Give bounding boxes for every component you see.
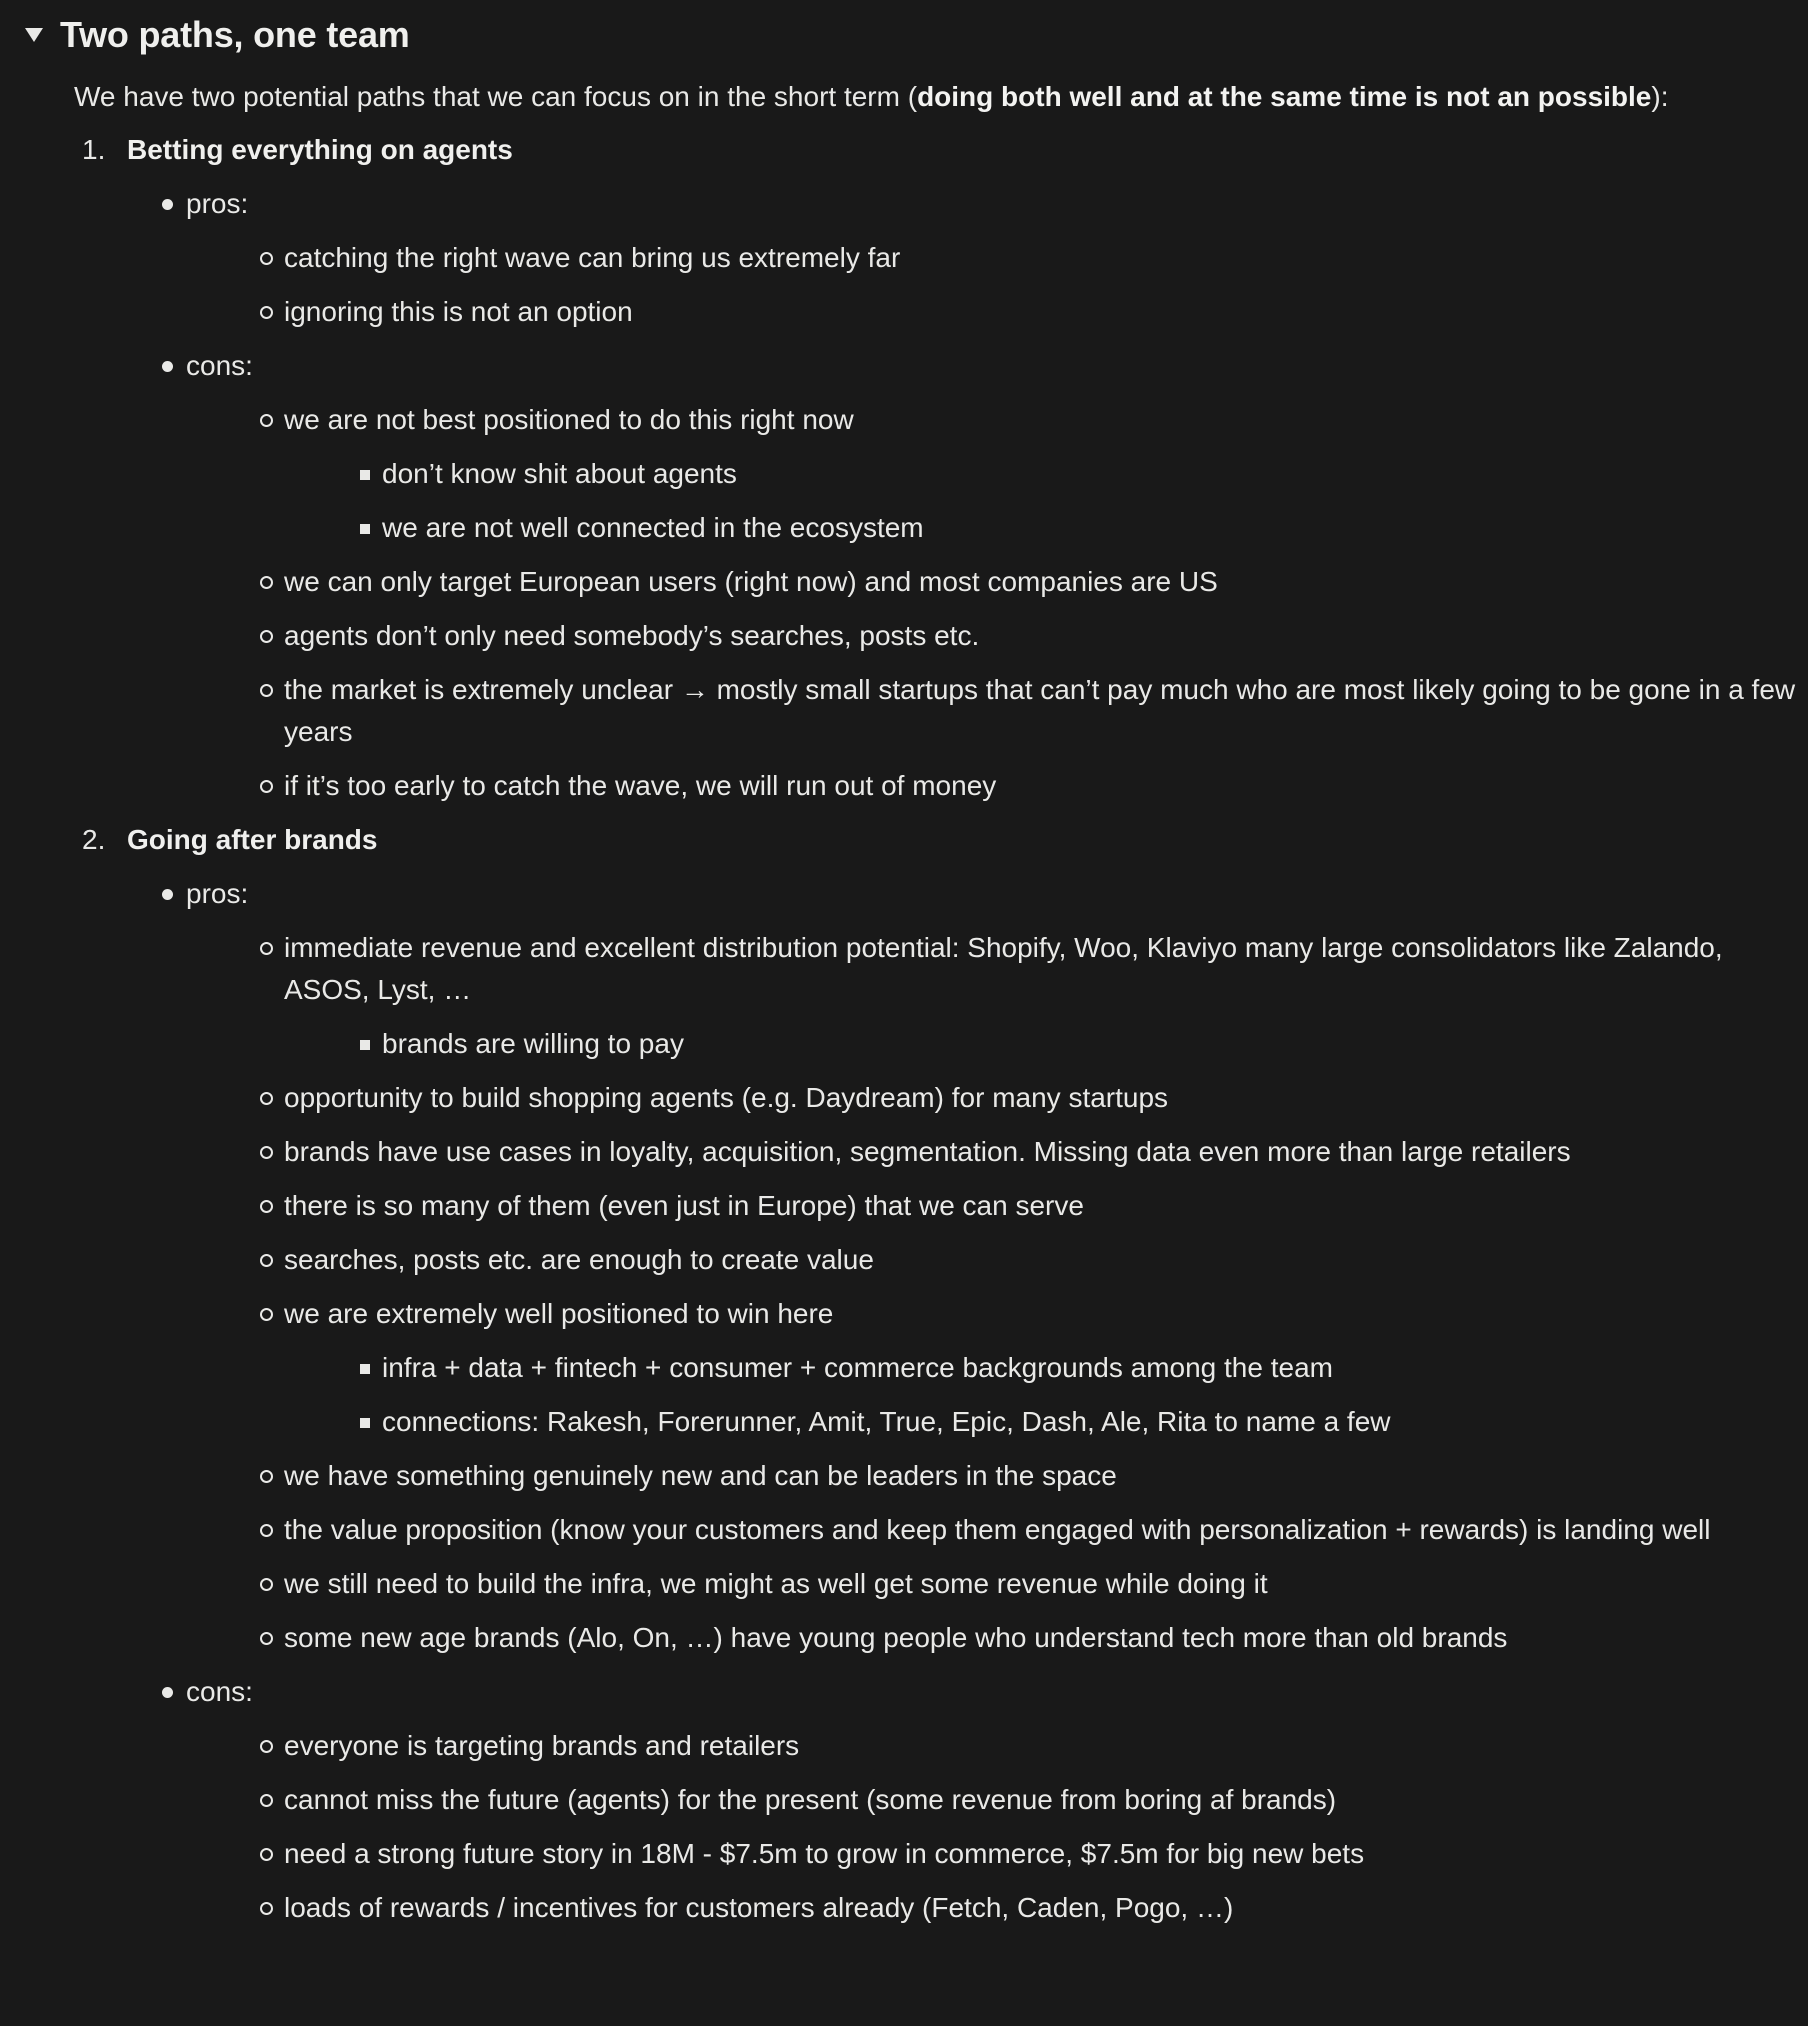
- section-item: [128, 1665, 1774, 1935]
- section-label[interactable]: pros:: [186, 188, 249, 219]
- section-item: [128, 867, 1774, 1665]
- list-item-text[interactable]: opportunity to build shopping agents (e.g. Daydream) for many startups: [284, 1082, 1169, 1113]
- list-item: [226, 609, 1774, 663]
- list-number: 2.: [82, 824, 106, 855]
- list-item-text[interactable]: we can only target European users (right now) and most companies are US: [284, 566, 1218, 597]
- list-item-text[interactable]: if it’s too early to catch the wave, we will run out of money: [284, 770, 997, 801]
- list-item: [226, 555, 1774, 609]
- list-item-text[interactable]: the value proposition (know your customers and keep them engaged with personalization + rewards) is landing well: [284, 1514, 1711, 1545]
- list-item: [226, 1611, 1774, 1665]
- bulleted-sublist: [168, 231, 1774, 339]
- list-item: [226, 1719, 1774, 1773]
- list-item: [226, 1233, 1774, 1287]
- bulleted-list: [74, 177, 1796, 813]
- list-item: [226, 1287, 1774, 1449]
- list-item-text[interactable]: we still need to build the infra, we might as well get some revenue while doing it: [284, 1568, 1268, 1599]
- list-item: [226, 393, 1774, 555]
- list-item: [226, 759, 1774, 813]
- bulleted-subsublist: [266, 447, 1774, 555]
- list-item-text[interactable]: we are not best positioned to do this right now: [284, 404, 854, 435]
- bulleted-sublist: [168, 393, 1796, 813]
- numbered-list-item: [74, 123, 1796, 813]
- list-item: [226, 663, 1796, 759]
- list-item: [226, 921, 1774, 1071]
- triangle-down-icon[interactable]: [24, 12, 50, 58]
- path-title: Betting everything on agents: [127, 134, 513, 165]
- intro-text-before: We have two potential paths that we can focus on in the short term (: [74, 81, 918, 112]
- section-item: [128, 177, 1774, 339]
- list-item: [226, 1503, 1774, 1557]
- section-item: [128, 339, 1796, 813]
- sub-list-item-text[interactable]: don’t know shit about agents: [382, 458, 737, 489]
- list-item-text[interactable]: cannot miss the future (agents) for the present (some revenue from boring af brands): [284, 1784, 1337, 1815]
- intro-bold-text: doing both well and at the same time is not an possible: [917, 81, 1652, 112]
- list-item-text[interactable]: catching the right wave can bring us extremely far: [284, 242, 901, 273]
- list-item-text[interactable]: the market is extremely unclear → mostly small startups that can’t pay much who are most likely going to be gone in a few years: [284, 674, 1796, 747]
- numbered-list-item: [74, 813, 1774, 1935]
- list-item-text[interactable]: we are extremely well positioned to win here: [284, 1298, 834, 1329]
- section-label[interactable]: pros:: [186, 878, 249, 909]
- sub-list-item: [324, 1017, 1774, 1071]
- list-item-text[interactable]: immediate revenue and excellent distribution potential: Shopify, Woo, Klaviyo many large consolidators like Zalando, ASOS, Lyst, …: [284, 932, 1723, 1005]
- toggle-content: [74, 75, 1796, 1935]
- sub-list-item-text[interactable]: we are not well connected in the ecosystem: [382, 512, 924, 543]
- numbered-list: [74, 123, 1796, 1935]
- section-label[interactable]: cons:: [186, 1676, 253, 1707]
- bulleted-subsublist: [266, 1341, 1774, 1449]
- numbered-item-title[interactable]: [74, 123, 1774, 177]
- sub-list-item-text[interactable]: connections: Rakesh, Forerunner, Amit, True, Epic, Dash, Ale, Rita to name a few: [382, 1406, 1391, 1437]
- list-item: [226, 1827, 1774, 1881]
- list-item-text[interactable]: ignoring this is not an option: [284, 296, 633, 327]
- list-item: [226, 1773, 1774, 1827]
- list-item: [226, 1449, 1774, 1503]
- sub-list-item: [324, 447, 1774, 501]
- list-item-text[interactable]: loads of rewards / incentives for customers already (Fetch, Caden, Pogo, …): [284, 1892, 1234, 1923]
- intro-text-after: ):: [1651, 81, 1669, 112]
- list-item: [226, 1557, 1774, 1611]
- sub-list-item: [324, 1341, 1774, 1395]
- list-item-text[interactable]: there is so many of them (even just in Europe) that we can serve: [284, 1190, 1084, 1221]
- bulleted-sublist: [168, 1719, 1774, 1935]
- intro-paragraph[interactable]: [74, 75, 1774, 123]
- list-item-text[interactable]: searches, posts etc. are enough to create value: [284, 1244, 874, 1275]
- list-item-text[interactable]: everyone is targeting brands and retailers: [284, 1730, 800, 1761]
- toggle-title[interactable]: Two paths, one team: [60, 14, 410, 55]
- list-item-text[interactable]: some new age brands (Alo, On, …) have young people who understand tech more than old brands: [284, 1622, 1508, 1653]
- list-item-text[interactable]: agents don’t only need somebody’s searches, posts etc.: [284, 620, 980, 651]
- list-item-text[interactable]: brands have use cases in loyalty, acquisition, segmentation. Missing data even more than large retailers: [284, 1136, 1571, 1167]
- list-item: [226, 285, 1774, 339]
- path-title: Going after brands: [127, 824, 378, 855]
- list-item: [226, 231, 1774, 285]
- numbered-item-title[interactable]: [74, 813, 1774, 867]
- sub-list-item-text[interactable]: infra + data + fintech + consumer + commerce backgrounds among the team: [382, 1352, 1333, 1383]
- section-label[interactable]: cons:: [186, 350, 253, 381]
- list-item: [226, 1125, 1774, 1179]
- bulleted-subsublist: [266, 1017, 1774, 1071]
- list-item: [226, 1071, 1774, 1125]
- list-item-text[interactable]: we have something genuinely new and can be leaders in the space: [284, 1460, 1117, 1491]
- bulleted-sublist: [168, 921, 1774, 1665]
- sub-list-item-text[interactable]: brands are willing to pay: [382, 1028, 684, 1059]
- sub-list-item: [324, 501, 1774, 555]
- list-item: [226, 1179, 1774, 1233]
- list-item: [226, 1881, 1774, 1935]
- list-item-text[interactable]: need a strong future story in 18M - $7.5m to grow in commerce, $7.5m for big new bets: [284, 1838, 1365, 1869]
- list-number: 1.: [82, 134, 106, 165]
- sub-list-item: [324, 1395, 1774, 1449]
- bulleted-list: [74, 867, 1774, 1935]
- toggle-block-header: [24, 12, 410, 58]
